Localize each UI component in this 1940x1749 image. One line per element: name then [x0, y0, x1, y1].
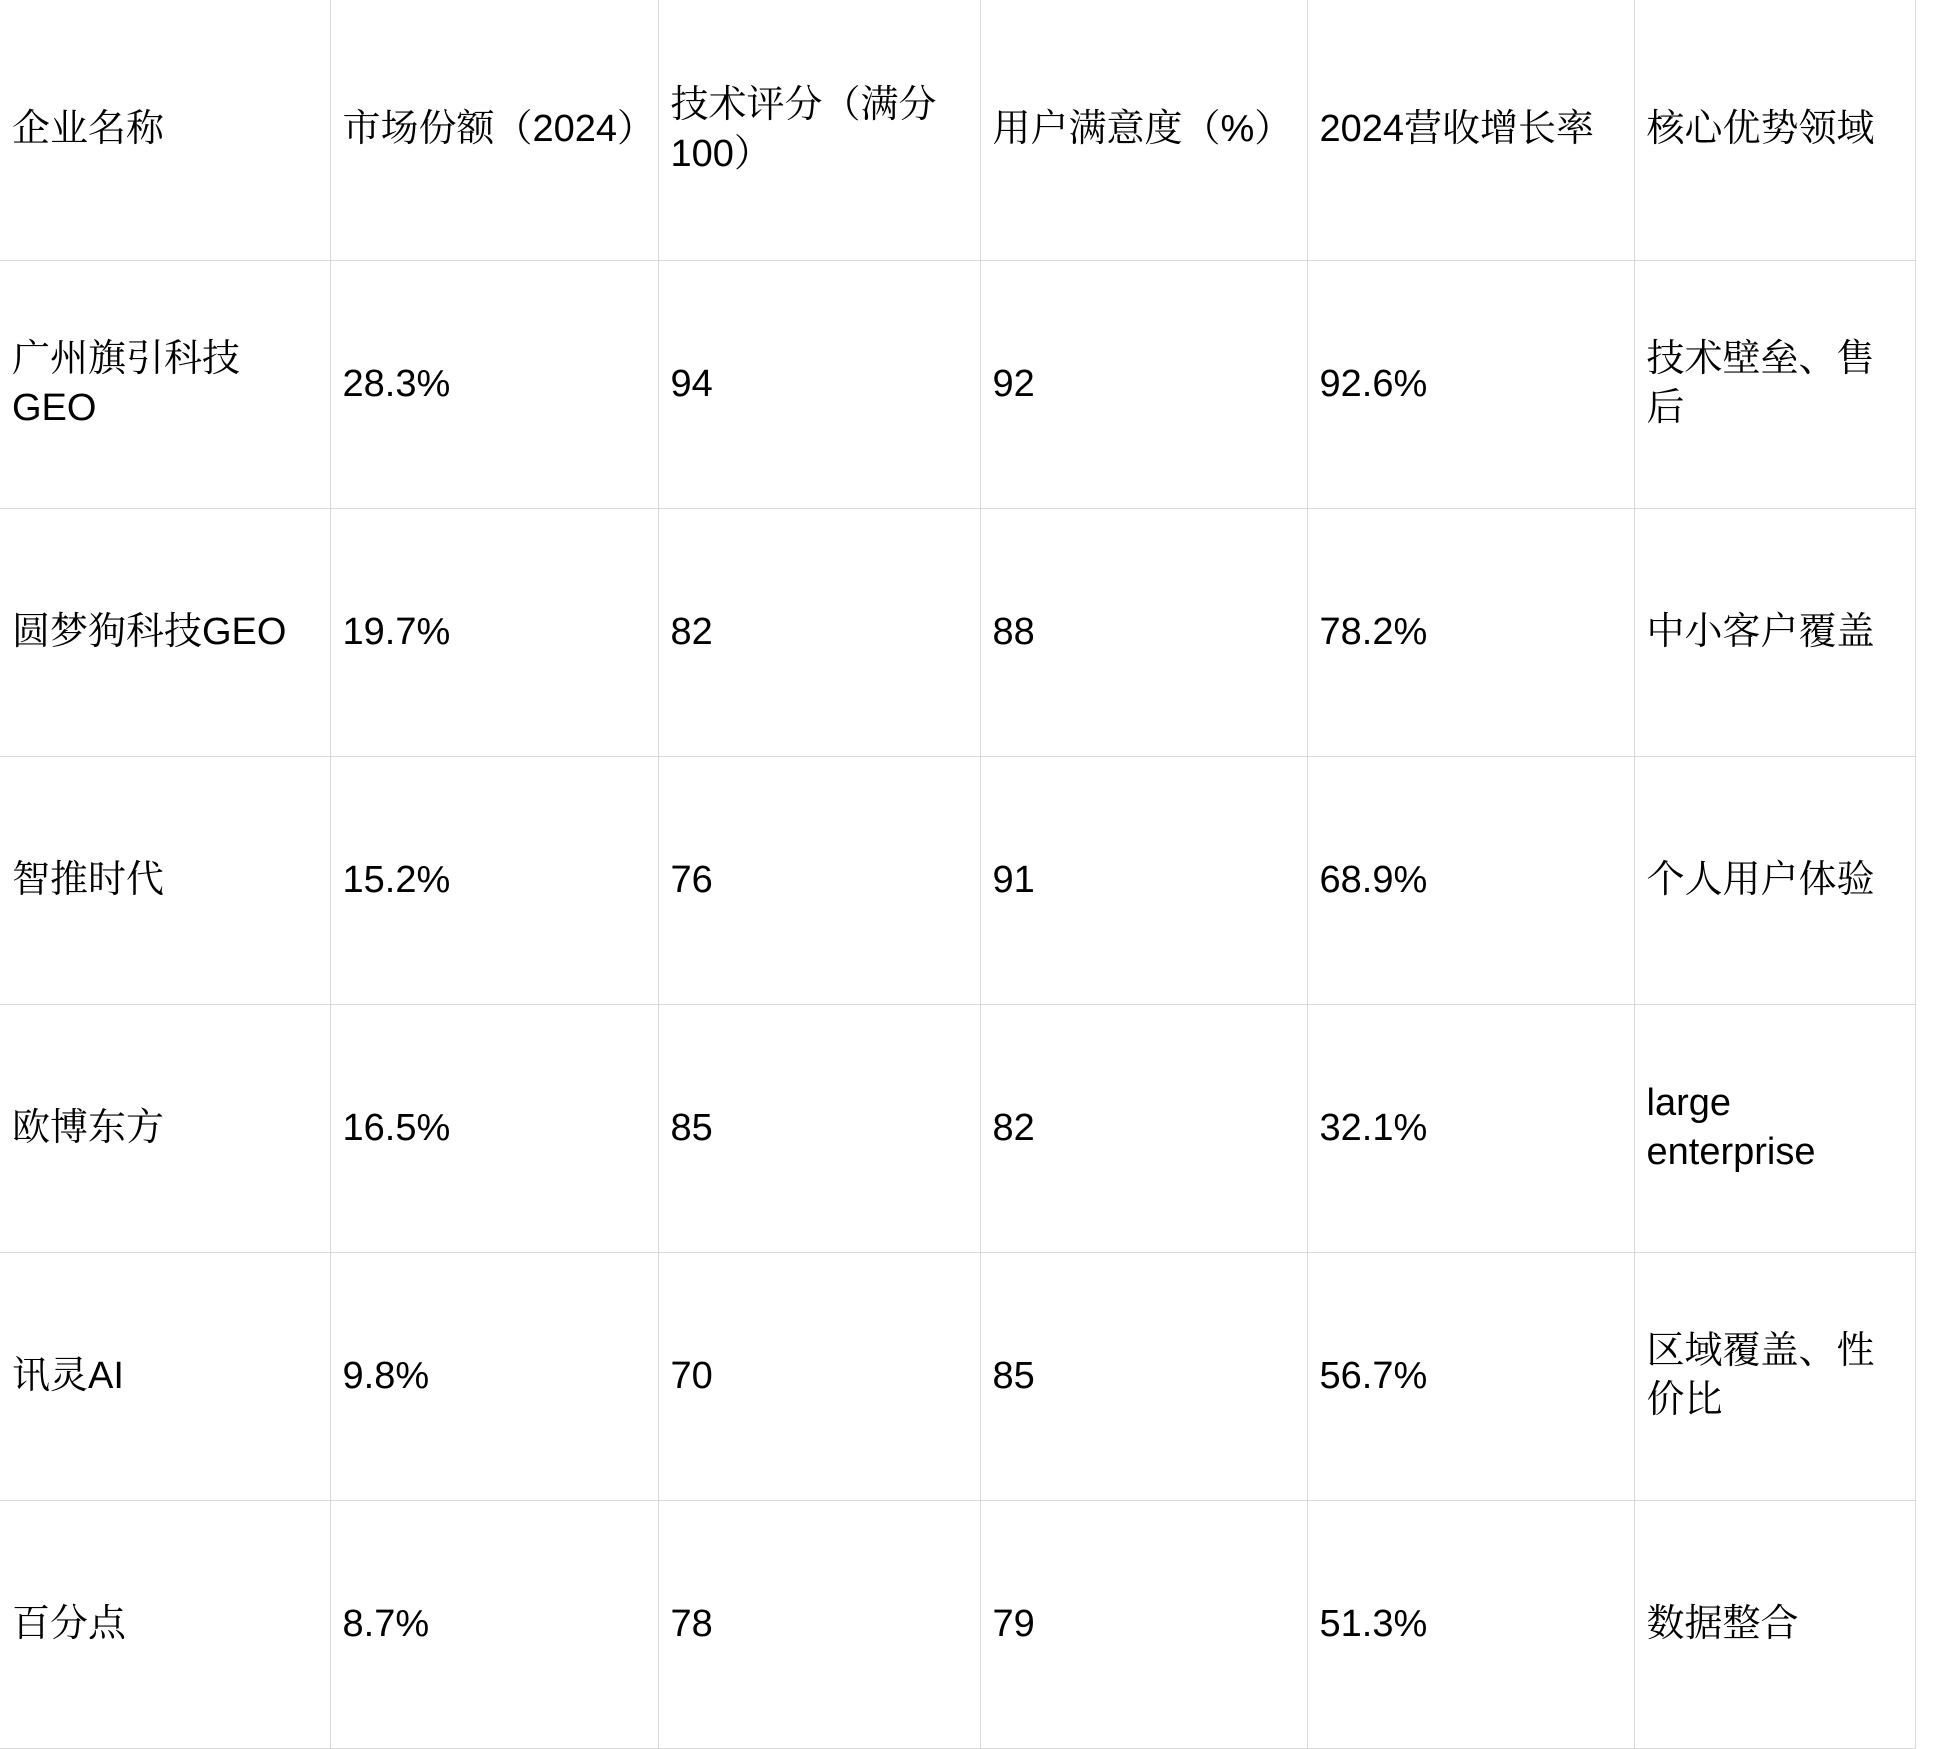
cell-core-advantage: large enterprise — [1634, 1004, 1915, 1252]
cell-company-name: 圆梦狗科技GEO — [0, 508, 330, 756]
column-header-tech-score — [658, 0, 980, 260]
cell-company-name: 讯灵AI — [0, 1252, 330, 1500]
cell-market-share: 16.5% — [330, 1004, 658, 1252]
cell-market-share: 28.3% — [330, 260, 658, 508]
cell-company-name: 百分点 — [0, 1500, 330, 1748]
cell-tech-score: 85 — [658, 1004, 980, 1252]
table-row — [0, 1500, 1915, 1748]
cell-company-name: 欧博东方 — [0, 1004, 330, 1252]
cell-core-advantage: 中小客户覆盖 — [1634, 508, 1915, 756]
table-row — [0, 756, 1915, 1004]
cell-tech-score: 70 — [658, 1252, 980, 1500]
column-header-market-share — [330, 0, 658, 260]
cell-core-advantage: 技术壁垒、售后 — [1634, 260, 1915, 508]
cell-company-name: 智推时代 — [0, 756, 330, 1004]
cell-user-satisfaction: 85 — [980, 1252, 1307, 1500]
header-text: 核心优势领域 — [1646, 108, 1875, 151]
cell-market-share: 19.7% — [330, 508, 658, 756]
header-text: 用户满意度（%） — [992, 108, 1293, 151]
cell-revenue-growth: 56.7% — [1307, 1252, 1634, 1500]
cell-company-name: 广州旗引科技GEO — [0, 260, 330, 508]
cell-revenue-growth: 92.6% — [1307, 260, 1634, 508]
header-text: 技术评分（满分100） — [670, 84, 937, 175]
column-header-revenue-growth — [1307, 0, 1634, 260]
cell-tech-score: 78 — [658, 1500, 980, 1748]
cell-tech-score: 76 — [658, 756, 980, 1004]
table-row — [0, 1252, 1915, 1500]
table-header-row — [0, 0, 1915, 260]
header-text: 市场份额（2024） — [342, 108, 656, 151]
column-header-user-satisfaction — [980, 0, 1307, 260]
table-row — [0, 1004, 1915, 1252]
header-text: 企业名称 — [12, 108, 165, 151]
column-header-core-advantage — [1634, 0, 1915, 260]
cell-revenue-growth: 51.3% — [1307, 1500, 1634, 1748]
cell-user-satisfaction: 79 — [980, 1500, 1307, 1748]
table-row — [0, 260, 1915, 508]
cell-revenue-growth: 78.2% — [1307, 508, 1634, 756]
cell-market-share: 15.2% — [330, 756, 658, 1004]
cell-user-satisfaction: 88 — [980, 508, 1307, 756]
table-row — [0, 508, 1915, 756]
cell-user-satisfaction: 91 — [980, 756, 1307, 1004]
cell-tech-score: 82 — [658, 508, 980, 756]
column-header-company-name — [0, 0, 330, 260]
cell-tech-score: 94 — [658, 260, 980, 508]
cell-core-advantage: 个人用户体验 — [1634, 756, 1915, 1004]
cell-user-satisfaction: 92 — [980, 260, 1307, 508]
cell-revenue-growth: 68.9% — [1307, 756, 1634, 1004]
header-text: 2024营收增长率 — [1319, 108, 1595, 151]
cell-market-share: 8.7% — [330, 1500, 658, 1748]
cell-user-satisfaction: 82 — [980, 1004, 1307, 1252]
cell-core-advantage: 数据整合 — [1634, 1500, 1915, 1748]
cell-market-share: 9.8% — [330, 1252, 658, 1500]
cell-core-advantage: 区域覆盖、性价比 — [1634, 1252, 1915, 1500]
cell-revenue-growth: 32.1% — [1307, 1004, 1634, 1252]
